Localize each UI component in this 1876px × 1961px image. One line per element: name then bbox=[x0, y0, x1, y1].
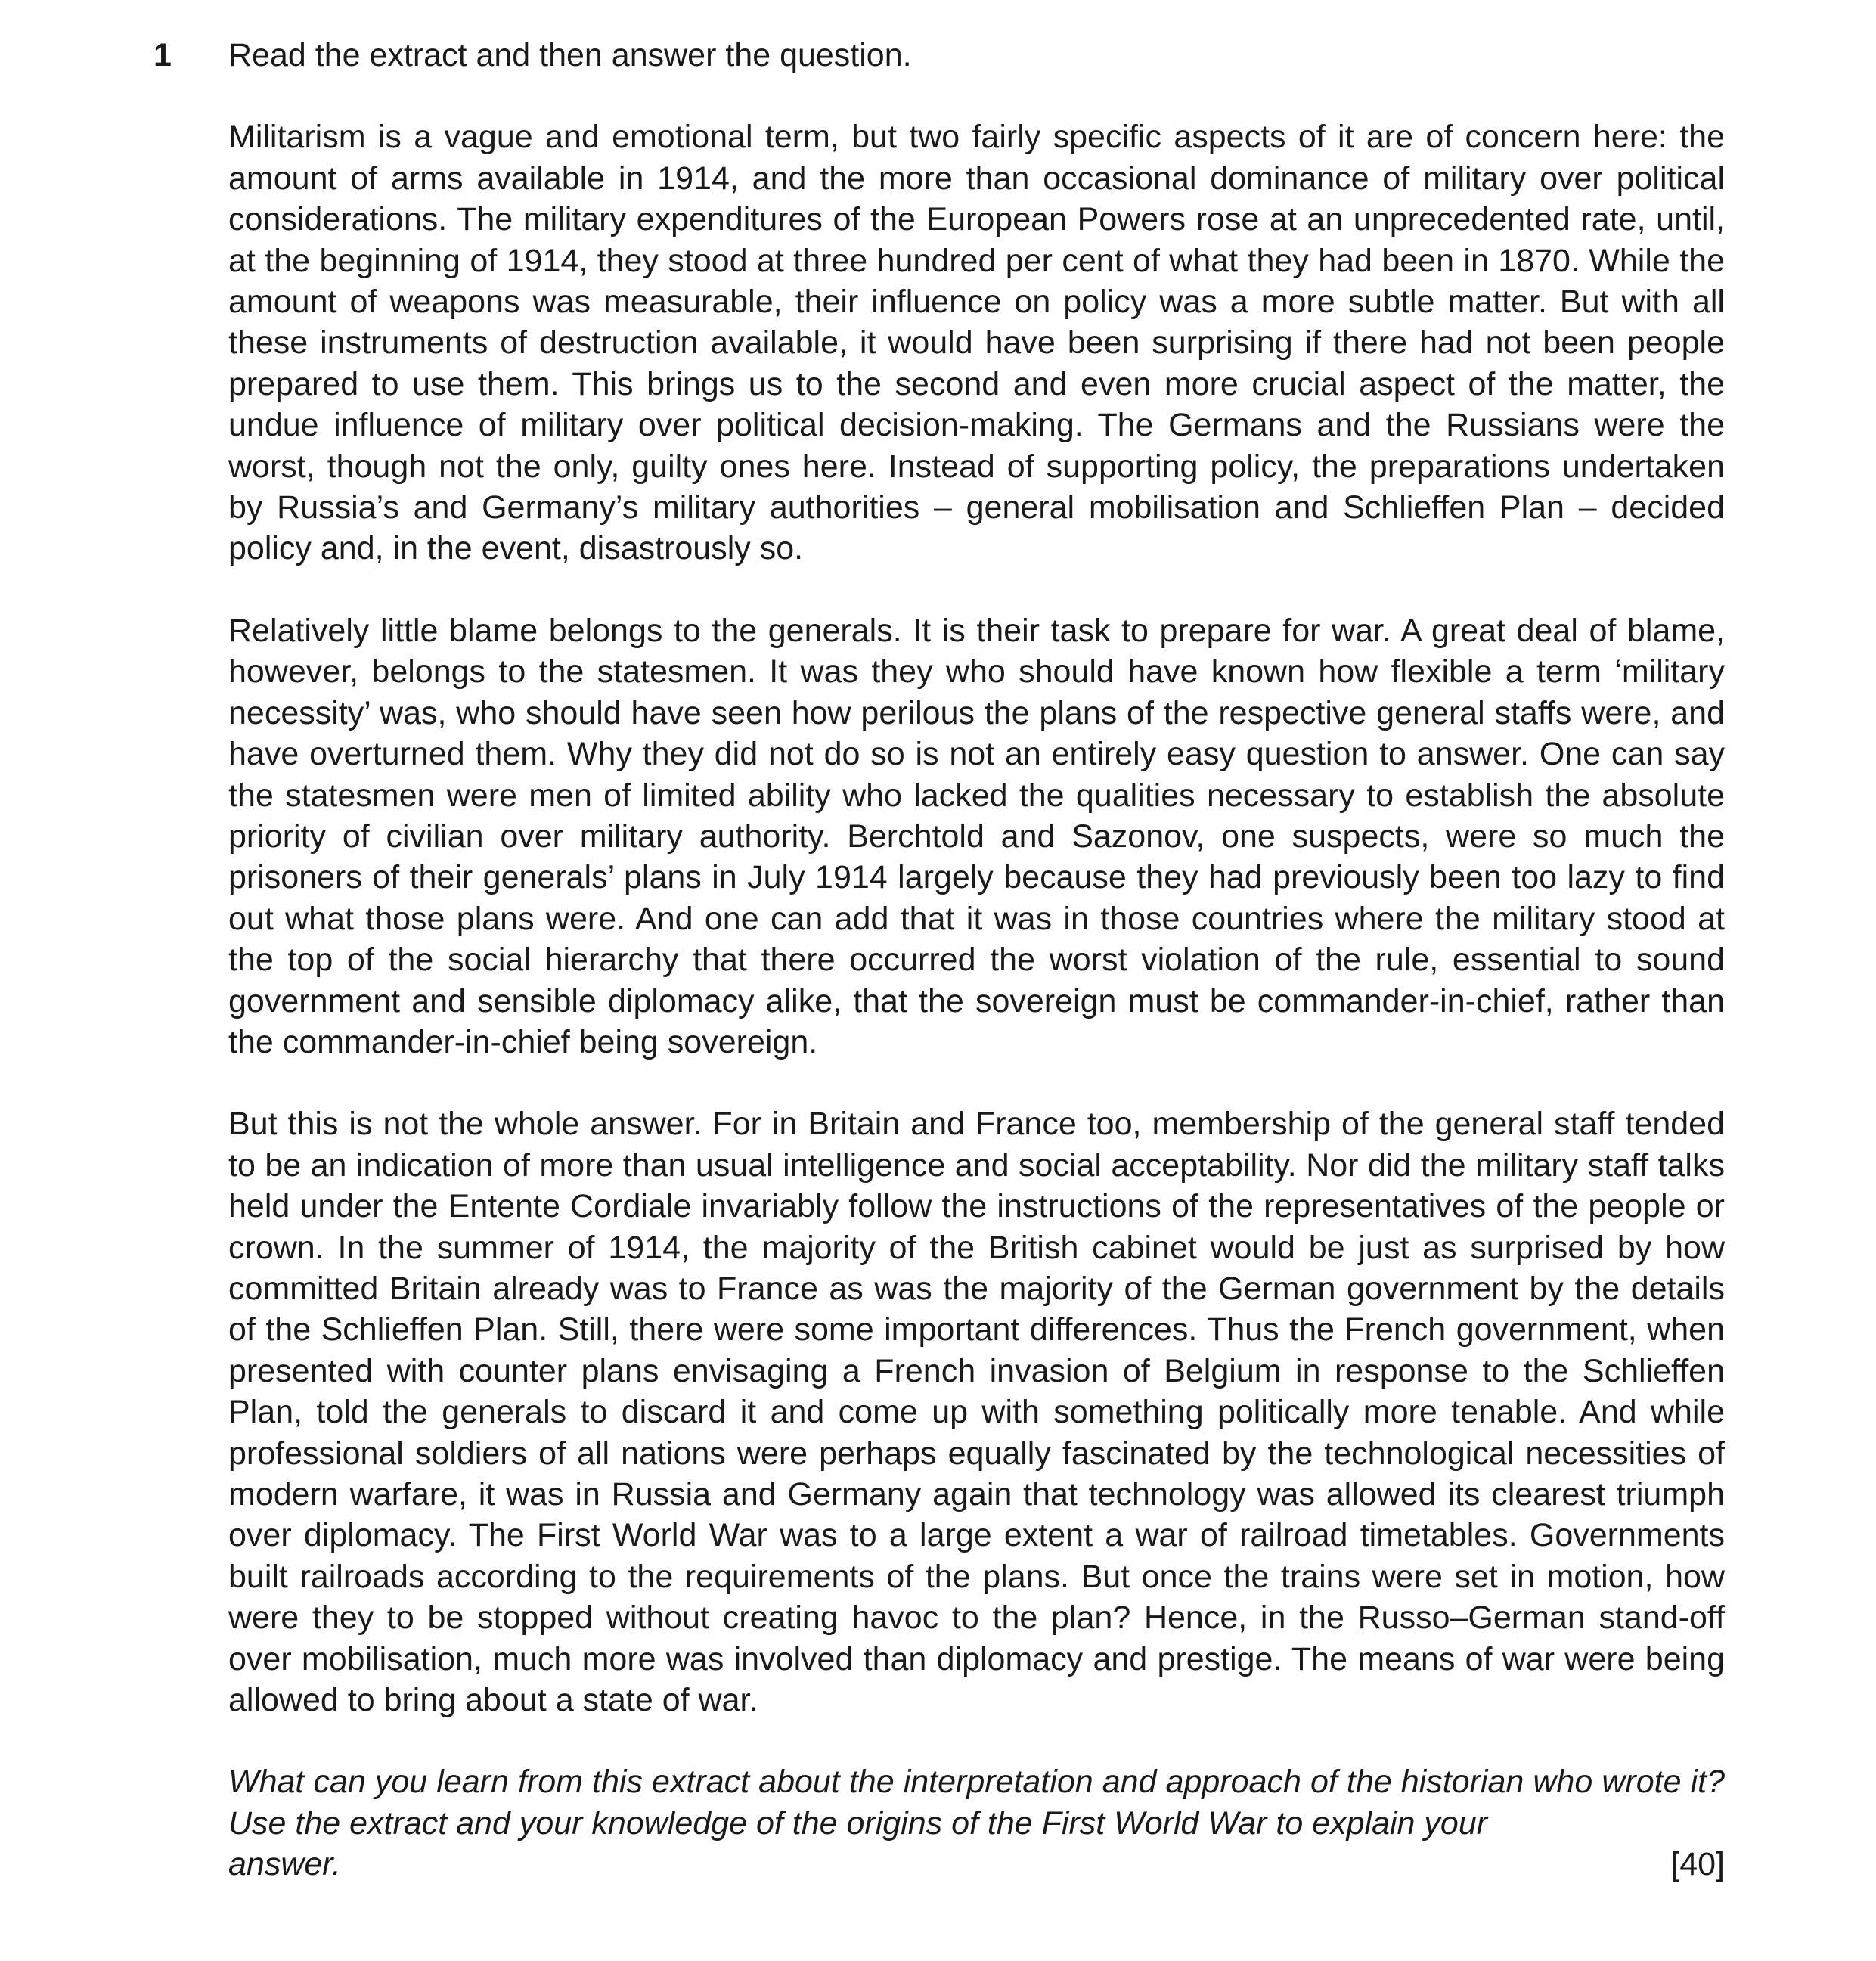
question-prompt-last-line bbox=[228, 1844, 1725, 1885]
extract-paragraph-1: Militarism is a vague and emotional term, but two fairly specific aspects of it are of concern here: the amount of arms available in 1914, and the more than occasional dominance of military over political considerations. The military expenditures of the European Powers rose at an unprecedented rate, until, at the beginning of 1914, they stood at three hundred per cent of what they had been in 1870. While the amount of weapons was measurable, their influence on policy was a more subtle matter. But with all these instruments of destruction available, it would have been surprising if there had not been people prepared to use them. This brings us to the second and even more crucial aspect of the matter, the undue influence of military over political decision-making. The Germans and the Russians were the worst, though not the only, guilty ones here. Instead of supporting policy, the preparations undertaken by Russia’s and Germany’s military authorities – general mobilisation and Schlieffen Plan – decided policy and, in the event, disastrously so. bbox=[228, 119, 1725, 567]
extract-paragraph-3: But this is not the whole answer. For in Britain and France too, membership of the general staff tended to be an indication of more than usual intelligence and social acceptability. Nor did the military staff talks held under the Entente Cordiale invariably follow the instructions of the representatives of the people or crown. In the summer of 1914, the majority of the British cabinet would be just as surprised by how committed Britain already was to France as was the majority of the German government by the details of the Schlieffen Plan. Still, there were some important differences. Thus the French government, when presented with counter plans envisaging a French invasion of Belgium in response to the Schlieffen Plan, told the generals to discard it and come up with something politically more tenable. And while professional soldiers of all nations were perhaps equally fascinated by the technological necessities of modern warfare, it was in Russia and Germany again that technology was allowed its clearest triumph over diplomacy. The First World War was to a large extent a war of railroad timetables. Governments built railroads according to the requirements of the plans. But once the trains were set in motion, how were they to be stopped without creating havoc to the plan? Hence, in the Russo–German stand-off over mobilisation, much more was involved than diplomacy and prestige. The means of war were being allowed to bring about a state of war. bbox=[228, 1106, 1725, 1719]
question-prompt-text: What can you learn from this extract about the interpretation and approach of the historian who wrote it? Use the extract and your knowledge of the origins of the First World War to explain your bbox=[228, 1764, 1725, 1842]
question-instruction: Read the extract and then answer the question. bbox=[228, 37, 912, 73]
question-content bbox=[228, 35, 1725, 1885]
marks-allocation: [40] bbox=[1670, 1846, 1725, 1883]
question-prompt-last-word: answer. bbox=[228, 1846, 341, 1883]
question-number: 1 bbox=[153, 37, 172, 73]
extract-paragraph-2: Relatively little blame belongs to the generals. It is their task to prepare for war. A great deal of blame, however, belongs to the statesmen. It was they who should have known how flexible a term ‘military necessity’ was, who should have seen how perilous the plans of the respective general staffs were, and have overturned them. Why they did not do so is not an entirely easy question to answer. One can say the statesmen were men of limited ability who lacked the qualities necessary to establish the absolute priority of civilian over military authority. Berchtold and Sazonov, one suspects, were so much the prisoners of their generals’ plans in July 1914 largely because they had previously been too lazy to find out what those plans were. And one can add that it was in those countries where the military stood at the top of the social hierarchy that there occurred the worst violation of the rule, essential to sound government and sensible diplomacy alike, that the sovereign must be commander-in-chief, rather than the commander-in-chief being sovereign. bbox=[228, 612, 1725, 1060]
question-prompt bbox=[228, 1761, 1725, 1885]
